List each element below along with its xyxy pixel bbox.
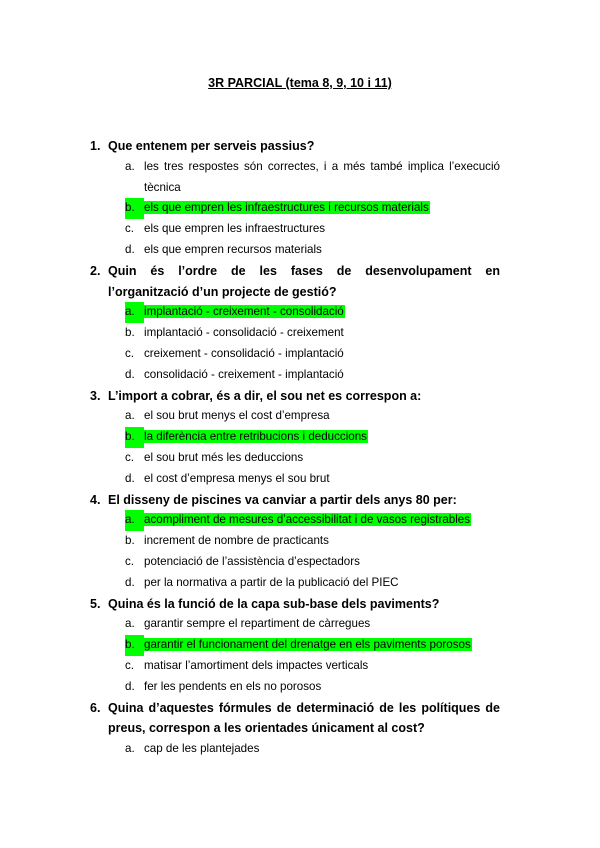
option-2b bbox=[90, 323, 500, 344]
option-4d bbox=[90, 573, 500, 594]
question-3 bbox=[90, 386, 500, 490]
question-5-header bbox=[90, 594, 500, 615]
question-number: 2. bbox=[90, 263, 101, 278]
question-list bbox=[90, 136, 500, 760]
question-1-header bbox=[90, 136, 500, 157]
option-2d bbox=[90, 365, 500, 386]
option-text: consolidació - creixement - implantació bbox=[144, 367, 344, 381]
option-text-highlighted: la diferència entre retribucions i deduccions bbox=[144, 430, 367, 444]
option-list bbox=[90, 614, 500, 697]
question-text: Quina d’aquestes fórmules de determinació de les polítiques de preus, correspon a les orientades únicament al cost? bbox=[108, 700, 500, 736]
option-text: potenciació de l’assistència d’espectadors bbox=[144, 554, 360, 568]
question-4 bbox=[90, 490, 500, 594]
option-letter: d. bbox=[125, 367, 135, 381]
option-6a bbox=[90, 739, 500, 760]
option-5d bbox=[90, 677, 500, 698]
option-letter: d. bbox=[125, 575, 135, 589]
question-text: El disseny de piscines va canviar a partir dels anys 80 per: bbox=[108, 492, 457, 507]
question-text: Quina és la funció de la capa sub-base dels paviments? bbox=[108, 596, 440, 611]
option-list bbox=[90, 157, 500, 261]
option-letter: b. bbox=[125, 326, 135, 340]
option-5b-correct bbox=[90, 635, 500, 656]
option-1c bbox=[90, 219, 500, 240]
option-text: increment de nombre de practicants bbox=[144, 534, 329, 548]
option-letter: b. bbox=[125, 534, 135, 548]
question-number: 4. bbox=[90, 492, 101, 507]
option-text: les tres respostes són correctes, i a més també implica l’execució tècnica bbox=[144, 159, 500, 194]
option-letter: d. bbox=[125, 242, 135, 256]
question-4-header bbox=[90, 490, 500, 511]
question-3-header bbox=[90, 386, 500, 407]
option-5c bbox=[90, 656, 500, 677]
question-6 bbox=[90, 698, 500, 760]
option-text: fer les pendents en els no porosos bbox=[144, 679, 322, 693]
option-letter: a. bbox=[125, 159, 135, 173]
option-letter: a. bbox=[125, 617, 135, 631]
option-letter: d. bbox=[125, 471, 135, 485]
option-text: per la normativa a partir de la publicació del PIEC bbox=[144, 575, 399, 589]
option-2a-correct bbox=[90, 302, 500, 323]
question-1 bbox=[90, 136, 500, 261]
option-letter: b. bbox=[125, 427, 144, 448]
option-4b bbox=[90, 531, 500, 552]
option-text: el sou brut més les deduccions bbox=[144, 450, 304, 464]
option-1d bbox=[90, 240, 500, 261]
option-letter: a. bbox=[125, 510, 144, 531]
option-5a bbox=[90, 614, 500, 635]
option-text-highlighted: implantació - creixement - consolidació bbox=[144, 305, 344, 319]
option-letter: c. bbox=[125, 554, 135, 568]
option-3a bbox=[90, 406, 500, 427]
option-1b-correct bbox=[90, 198, 500, 219]
question-text: Quin és l’ordre de les fases de desenvolupament en l’organització d’un projecte de gestió? bbox=[108, 263, 500, 299]
question-number: 5. bbox=[90, 596, 101, 611]
option-3b-correct bbox=[90, 427, 500, 448]
option-letter: a. bbox=[125, 409, 135, 423]
page-title: 3R PARCIAL (tema 8, 9, 10 i 11) bbox=[208, 76, 392, 90]
option-text: matisar l’amortiment dels impactes verticals bbox=[144, 658, 369, 672]
option-text: creixement - consolidació - implantació bbox=[144, 346, 344, 360]
option-4c bbox=[90, 552, 500, 573]
option-letter: c. bbox=[125, 346, 135, 360]
option-text-highlighted: garantir el funcionament del drenatge en els paviments porosos bbox=[144, 638, 471, 652]
option-3c bbox=[90, 448, 500, 469]
option-letter: d. bbox=[125, 679, 135, 693]
option-text: el sou brut menys el cost d’empresa bbox=[144, 409, 330, 423]
option-letter: a. bbox=[125, 302, 144, 323]
option-text: garantir sempre el repartiment de càrregues bbox=[144, 617, 371, 631]
option-text: els que empren les infraestructures bbox=[144, 222, 326, 236]
question-text: Que entenem per serveis passius? bbox=[108, 139, 315, 153]
question-2-header bbox=[90, 261, 500, 303]
question-number: 6. bbox=[90, 700, 101, 715]
option-letter: c. bbox=[125, 222, 135, 236]
question-2 bbox=[90, 261, 500, 386]
question-number: 1. bbox=[90, 139, 101, 153]
question-6-header bbox=[90, 698, 500, 740]
option-text: el cost d’empresa menys el sou brut bbox=[144, 471, 330, 485]
option-letter: c. bbox=[125, 450, 135, 464]
option-text: els que empren recursos materials bbox=[144, 242, 322, 256]
option-list bbox=[90, 510, 500, 593]
option-text: implantació - consolidació - creixement bbox=[144, 326, 344, 340]
option-3d bbox=[90, 469, 500, 490]
option-1a bbox=[90, 157, 500, 199]
option-list bbox=[90, 406, 500, 489]
option-text-highlighted: acompliment de mesures d’accessibilitat i de vasos registrables bbox=[144, 513, 471, 527]
question-text: L’import a cobrar, és a dir, el sou net es correspon a: bbox=[108, 388, 422, 403]
option-letter: b. bbox=[125, 198, 144, 219]
option-letter: a. bbox=[125, 742, 135, 756]
option-text-highlighted: els que empren les infraestructures i recursos materials bbox=[144, 201, 429, 215]
option-list bbox=[90, 302, 500, 385]
question-5 bbox=[90, 594, 500, 698]
question-number: 3. bbox=[90, 388, 101, 403]
option-letter: c. bbox=[125, 658, 135, 672]
option-4a-correct bbox=[90, 510, 500, 531]
option-letter: b. bbox=[125, 635, 144, 656]
option-list bbox=[90, 739, 500, 760]
option-text: cap de les plantejades bbox=[144, 742, 260, 756]
option-2c bbox=[90, 344, 500, 365]
